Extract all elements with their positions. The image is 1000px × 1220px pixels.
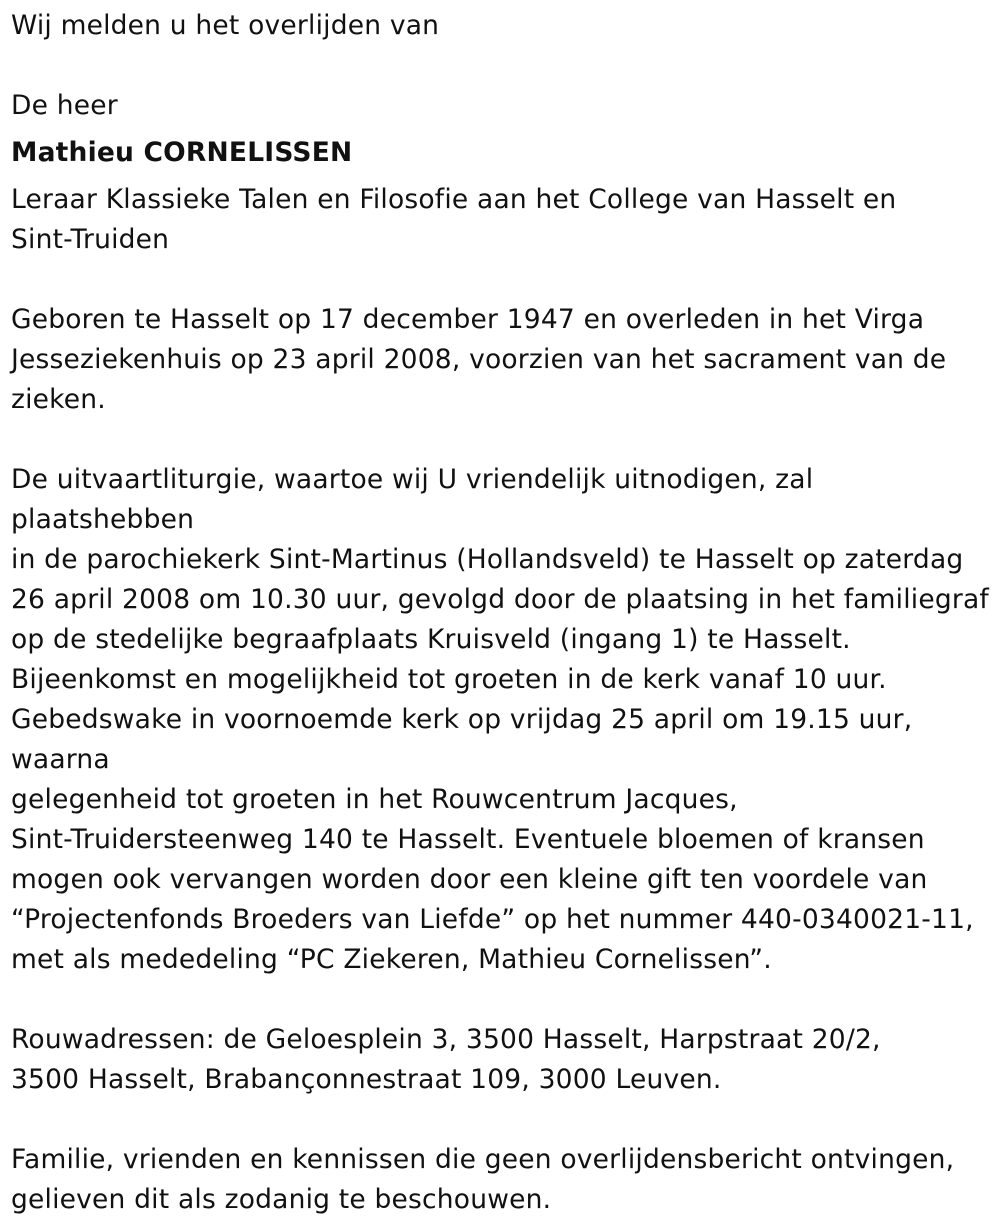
deceased-name: Mathieu CORNELISSEN (11, 137, 353, 168)
closing-text: Familie, vrienden en kennissen die geen overlijdensbericht ontvingen, gelieven dit als zodanig te beschouwen. (11, 1144, 955, 1215)
occupation: Leraar Klassieke Talen en Filosofie aan het College van Hasselt en Sint-Truiden (11, 184, 897, 255)
funeral-line: met als mededeling “PC Ziekeren, Mathieu Cornelissen”. (11, 944, 772, 975)
spacer (11, 420, 996, 460)
spacer (11, 980, 996, 1020)
death-notice (11, 6, 996, 1220)
funeral-line: mogen ook vervangen worden door een kleine gift ten voordele van (11, 864, 928, 895)
funeral-line: Bijeenkomst en mogelijkheid tot groeten in de kerk vanaf 10 uur. (11, 664, 887, 695)
funeral-line: 26 april 2008 om 10.30 uur, gevolgd door de plaatsing in het familiegraf (11, 584, 989, 615)
funeral-line: op de stedelijke begraafplaats Kruisveld (ingang 1) te Hasselt. (11, 624, 851, 655)
funeral-line: gelegenheid tot groeten in het Rouwcentrum Jacques, (11, 784, 738, 815)
intro-text: Wij melden u het overlijden van (11, 10, 440, 41)
funeral-paragraph (11, 460, 996, 980)
birth-death-paragraph: Geboren te Hasselt op 17 december 1947 en overleden in het Virga Jesseziekenhuis op 23 april 2008, voorzien van het sacrament van de zieken. (11, 304, 947, 415)
spacer (11, 1100, 996, 1140)
spacer (11, 46, 996, 86)
funeral-line: “Projectenfonds Broeders van Liefde” op het nummer 440-0340021-11, (11, 904, 974, 935)
funeral-line: De uitvaartliturgie, waartoe wij U vriendelijk uitnodigen, zal plaatshebben (11, 464, 814, 535)
funeral-line: in de parochiekerk Sint-Martinus (Hollandsveld) te Hasselt op zaterdag (11, 544, 964, 575)
spacer (11, 260, 996, 300)
funeral-line: Sint-Truidersteenweg 140 te Hasselt. Eventuele bloemen of kransen (11, 824, 925, 855)
salutation: De heer (11, 90, 118, 121)
funeral-line: Gebedswake in voornoemde kerk op vrijdag 25 april om 19.15 uur, waarna (11, 704, 913, 775)
mourning-addresses: Rouwadressen: de Geloesplein 3, 3500 Hasselt, Harpstraat 20/2, 3500 Hasselt, Brabançonnestraat 109, 3000 Leuven. (11, 1024, 881, 1095)
